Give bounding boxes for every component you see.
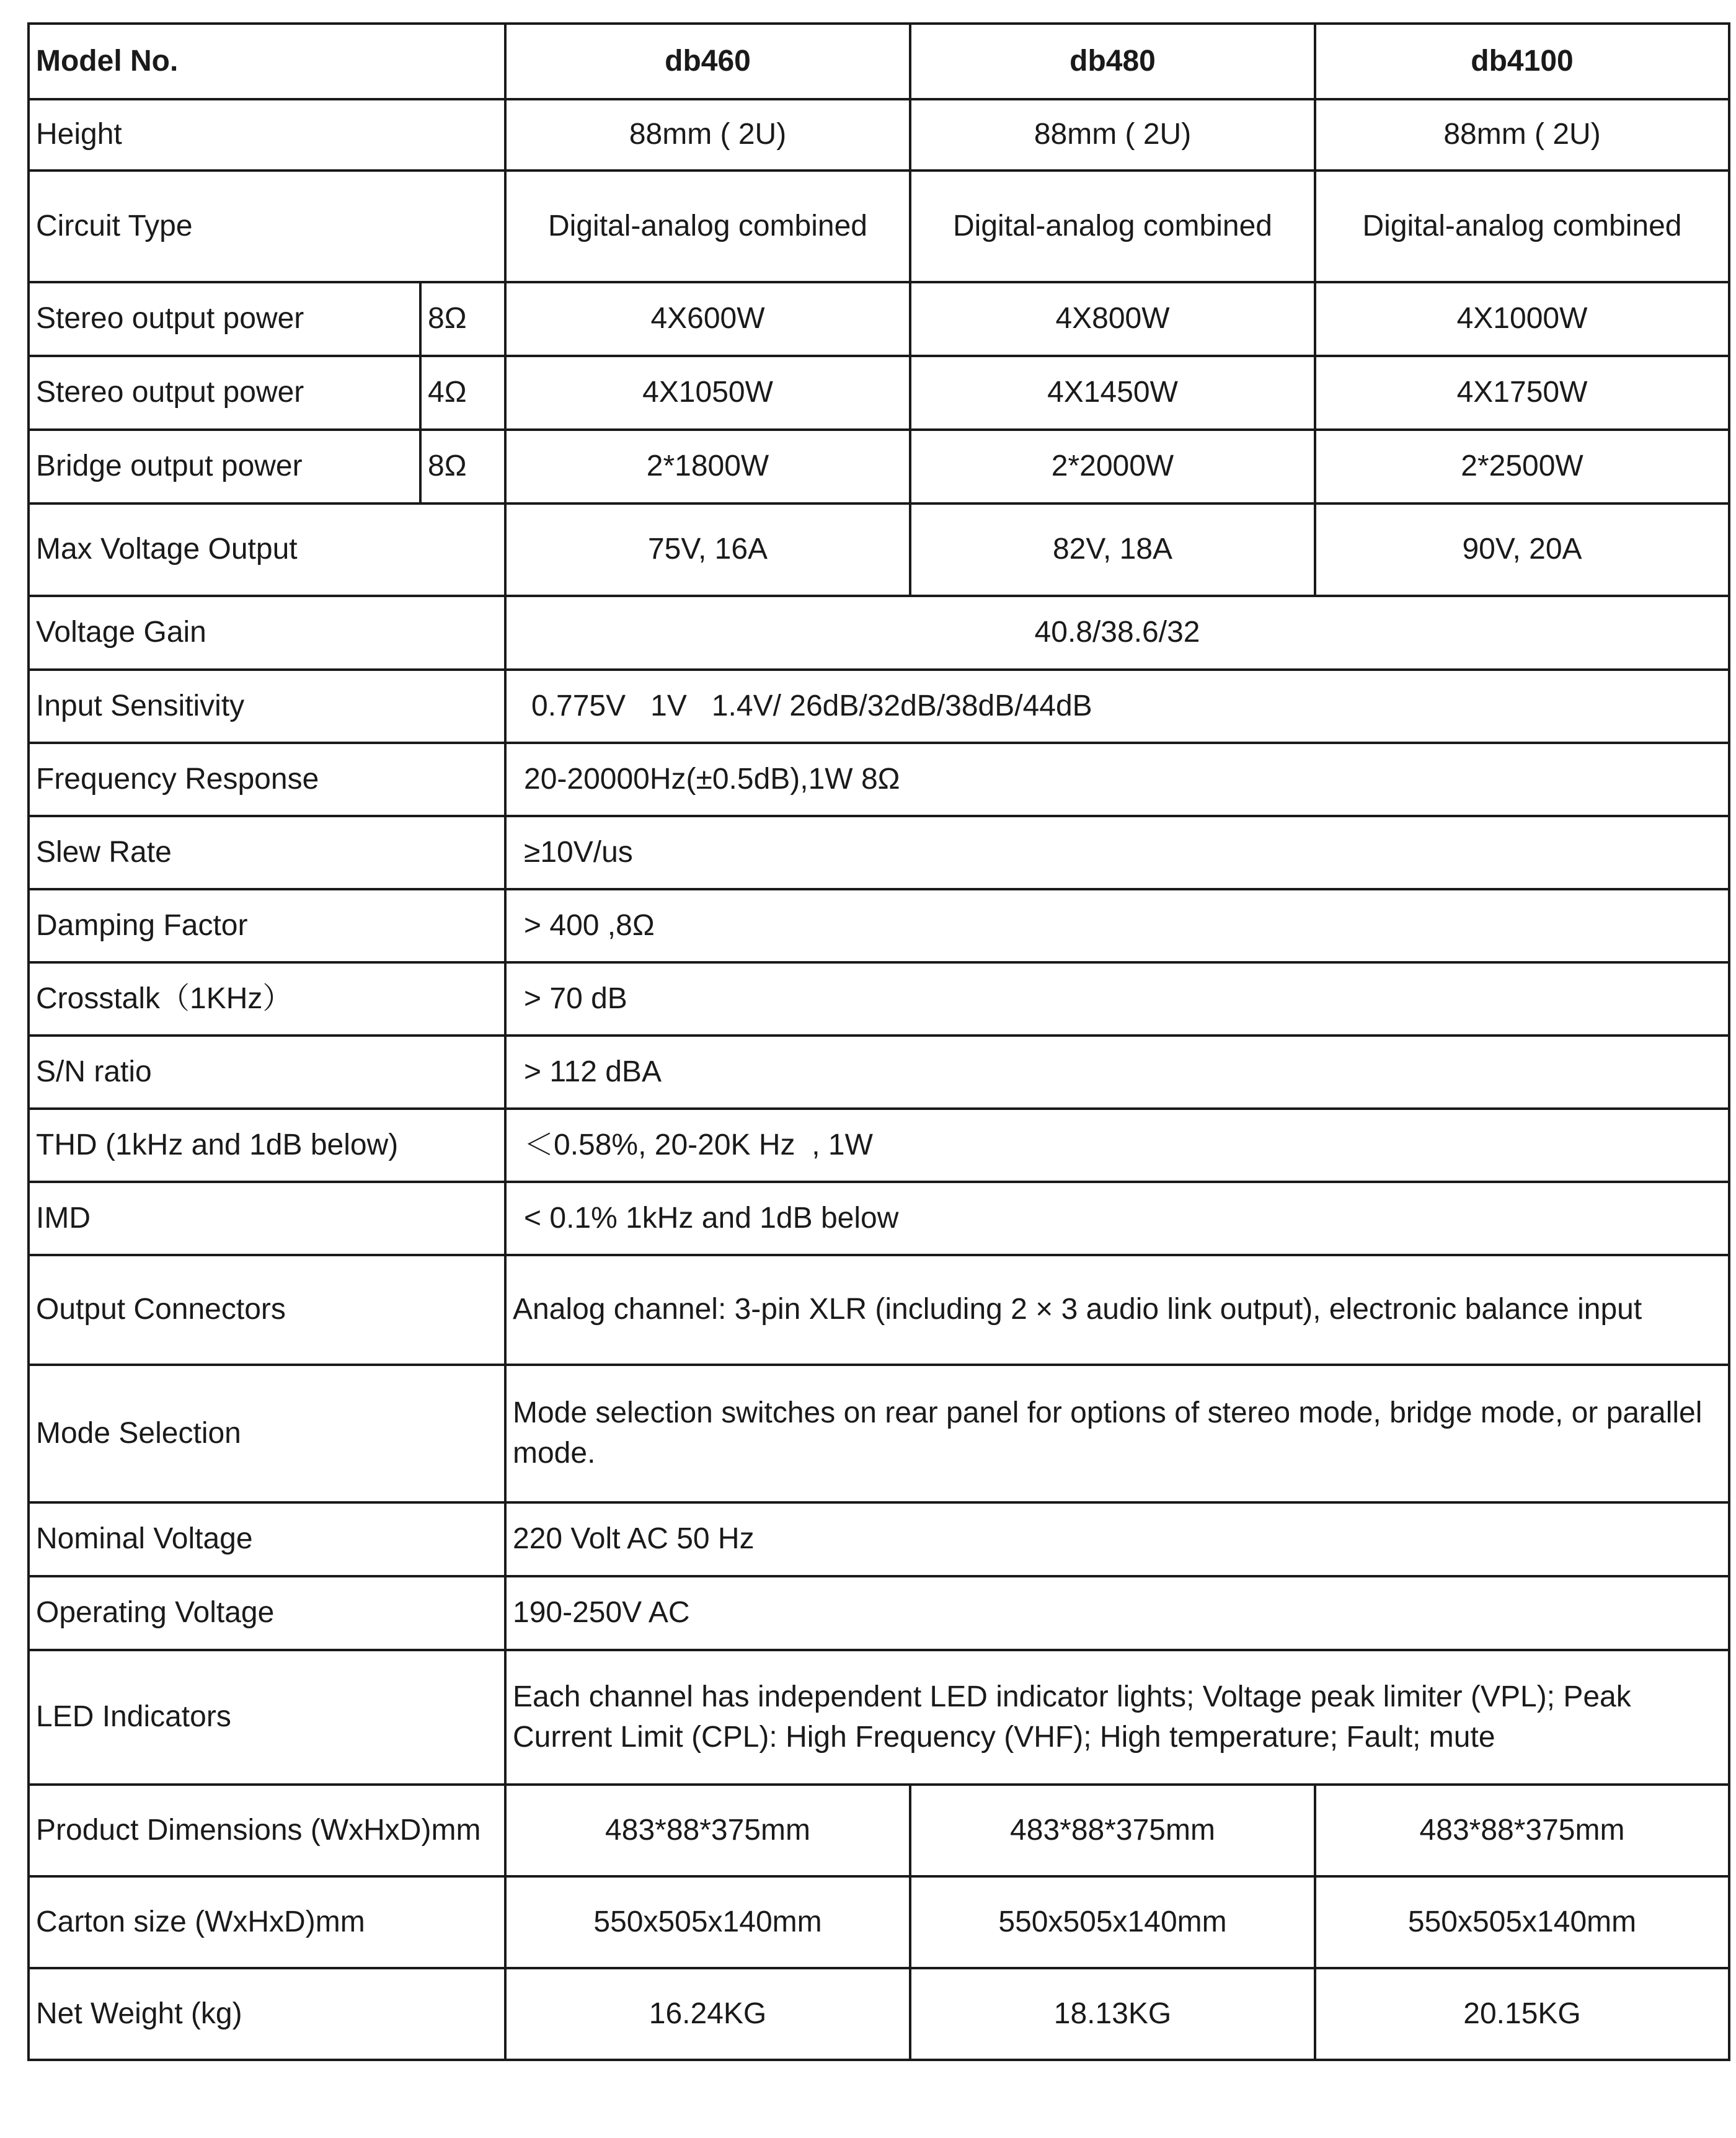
cell-value: > 112 dBA [505, 1036, 1729, 1109]
model-header: db460 [505, 24, 910, 99]
cell-value: 88mm ( 2U) [910, 99, 1315, 171]
row-label: Stereo output power [29, 282, 420, 356]
table-row [29, 1876, 1729, 1968]
table-row [29, 743, 1729, 816]
cell-value: Each channel has independent LED indicator lights; Voltage peak limiter (VPL); Peak Current Limit (CPL): High Frequency (VHF); High temperature; Fault; mute [505, 1650, 1729, 1785]
row-label: THD (1kHz and 1dB below) [29, 1109, 505, 1182]
cell-value: > 70 dB [505, 962, 1729, 1036]
table-row [29, 99, 1729, 171]
table-row [29, 1036, 1729, 1109]
row-label: Max Voltage Output [29, 503, 505, 596]
cell-value: Mode selection switches on rear panel for options of stereo mode, bridge mode, or parallel mode. [505, 1365, 1729, 1502]
spec-table [27, 22, 1730, 2061]
row-label: S/N ratio [29, 1036, 505, 1109]
cell-value: 4X1050W [505, 356, 910, 430]
table-row [29, 1785, 1729, 1876]
cell-value: 40.8/38.6/32 [505, 596, 1729, 670]
cell-value: 4X1450W [910, 356, 1315, 430]
table-row [29, 596, 1729, 670]
cell-value: 0.775V 1V 1.4V/ 26dB/32dB/38dB/44dB [505, 670, 1729, 743]
table-row [29, 1968, 1729, 2060]
cell-value: 4X600W [505, 282, 910, 356]
table-row [29, 962, 1729, 1036]
row-label: Output Connectors [29, 1255, 505, 1365]
cell-value: 4X800W [910, 282, 1315, 356]
model-header: db4100 [1315, 24, 1729, 99]
row-label: Bridge output power [29, 430, 420, 503]
table-row [29, 670, 1729, 743]
table-row [29, 430, 1729, 503]
cell-value: 16.24KG [505, 1968, 910, 2060]
cell-value: ＜0.58%, 20-20K Hz , 1W [505, 1109, 1729, 1182]
row-label: Product Dimensions (WxHxD)mm [29, 1785, 505, 1876]
row-label: Frequency Response [29, 743, 505, 816]
cell-value: 2*2500W [1315, 430, 1729, 503]
row-label: Nominal Voltage [29, 1502, 505, 1576]
table-row [29, 356, 1729, 430]
row-label: Input Sensitivity [29, 670, 505, 743]
row-label: Crosstalk（1KHz） [29, 962, 505, 1036]
table-row [29, 1182, 1729, 1255]
cell-value: 88mm ( 2U) [505, 99, 910, 171]
row-label: Height [29, 99, 505, 171]
cell-value: 90V, 20A [1315, 503, 1729, 596]
row-label: Net Weight (kg) [29, 1968, 505, 2060]
table-row [29, 1255, 1729, 1365]
row-label: Stereo output power [29, 356, 420, 430]
cell-value: 2*2000W [910, 430, 1315, 503]
cell-value: > 400 ,8Ω [505, 889, 1729, 962]
row-label: Voltage Gain [29, 596, 505, 670]
row-label: LED Indicators [29, 1650, 505, 1785]
table-row [29, 1109, 1729, 1182]
table-row [29, 1365, 1729, 1502]
table-row [29, 1650, 1729, 1785]
impedance-unit: 8Ω [420, 282, 505, 356]
cell-value: Digital-analog combined [910, 171, 1315, 282]
row-label: Damping Factor [29, 889, 505, 962]
row-label: Circuit Type [29, 171, 505, 282]
table-row [29, 816, 1729, 889]
cell-value: ≥10V/us [505, 816, 1729, 889]
header-label: Model No. [29, 24, 505, 99]
cell-value: 88mm ( 2U) [1315, 99, 1729, 171]
cell-value: 483*88*375mm [505, 1785, 910, 1876]
row-label: Carton size (WxHxD)mm [29, 1876, 505, 1968]
row-label: Slew Rate [29, 816, 505, 889]
cell-value: 220 Volt AC 50 Hz [505, 1502, 1729, 1576]
cell-value: 2*1800W [505, 430, 910, 503]
cell-value: 550x505x140mm [505, 1876, 910, 1968]
cell-value: 75V, 16A [505, 503, 910, 596]
table-row [29, 1576, 1729, 1650]
table-row [29, 1502, 1729, 1576]
cell-value: 20.15KG [1315, 1968, 1729, 2060]
cell-value: 4X1750W [1315, 356, 1729, 430]
cell-value: 483*88*375mm [910, 1785, 1315, 1876]
table-row [29, 171, 1729, 282]
cell-value: 550x505x140mm [910, 1876, 1315, 1968]
model-header: db480 [910, 24, 1315, 99]
cell-value: 82V, 18A [910, 503, 1315, 596]
row-label: IMD [29, 1182, 505, 1255]
row-label: Mode Selection [29, 1365, 505, 1502]
row-label: Operating Voltage [29, 1576, 505, 1650]
cell-value: 20-20000Hz(±0.5dB),1W 8Ω [505, 743, 1729, 816]
table-row [29, 282, 1729, 356]
cell-value: 550x505x140mm [1315, 1876, 1729, 1968]
impedance-unit: 8Ω [420, 430, 505, 503]
table-row [29, 24, 1729, 99]
table-row [29, 889, 1729, 962]
cell-value: 4X1000W [1315, 282, 1729, 356]
cell-value: 190-250V AC [505, 1576, 1729, 1650]
impedance-unit: 4Ω [420, 356, 505, 430]
cell-value: 483*88*375mm [1315, 1785, 1729, 1876]
cell-value: 18.13KG [910, 1968, 1315, 2060]
cell-value: Digital-analog combined [505, 171, 910, 282]
cell-value: < 0.1% 1kHz and 1dB below [505, 1182, 1729, 1255]
table-row [29, 503, 1729, 596]
cell-value: Analog channel: 3-pin XLR (including 2 × 3 audio link output), electronic balance input [505, 1255, 1729, 1365]
cell-value: Digital-analog combined [1315, 171, 1729, 282]
